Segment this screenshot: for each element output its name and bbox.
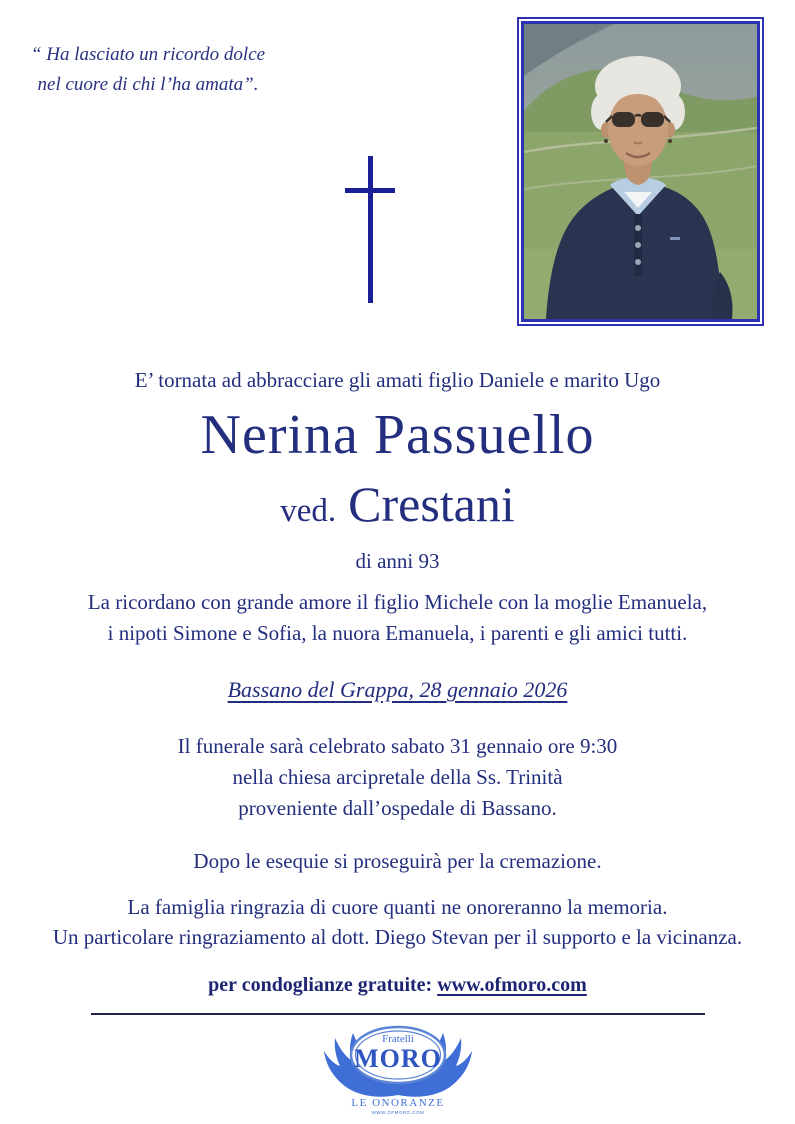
polo-button-2 xyxy=(635,242,641,248)
funeral-line-2: nella chiesa arcipretale della Ss. Trinità xyxy=(232,765,563,789)
condolences-label: per condoglianze gratuite: xyxy=(208,974,438,996)
announcement-body xyxy=(0,368,795,1122)
woman-earring-left xyxy=(604,139,608,143)
polo-button-3 xyxy=(635,259,641,265)
family-paragraph xyxy=(0,587,795,649)
age-line: di anni 93 xyxy=(355,549,440,573)
cross-vertical-bar xyxy=(368,156,373,303)
logo-top-text: Fratelli xyxy=(381,1033,414,1045)
logo-website-text: WWW.OFMORO.COM xyxy=(371,1110,424,1115)
family-line-2: i nipoti Simone e Sofia, la nuora Emanuela, i parenti e gli amici tutti. xyxy=(107,621,688,645)
footer-divider xyxy=(91,1013,705,1015)
intro-line: E’ tornata ad abbracciare gli amati figlio Daniele e marito Ugo xyxy=(134,368,661,392)
cross-horizontal-bar xyxy=(345,188,395,193)
funeral-paragraph xyxy=(0,731,795,824)
logo-subtitle-text: LE ONORANZE xyxy=(350,1097,445,1109)
header xyxy=(0,0,795,352)
funeral-home-logo xyxy=(0,1021,795,1122)
thanks-line-1: La famiglia ringrazia di cuore quanti ne onoreranno la memoria. xyxy=(127,895,668,919)
portrait-photo xyxy=(521,21,760,322)
condolences-line xyxy=(0,974,795,997)
moro-logo-graphic xyxy=(313,1021,483,1117)
widow-prefix: ved. xyxy=(280,493,337,529)
logo-main-text: MORO xyxy=(353,1044,442,1073)
widow-surname: Crestani xyxy=(348,476,515,532)
funeral-line-1: Il funerale sarà celebrato sabato 31 gennaio ore 9:30 xyxy=(177,734,618,758)
cremation-line: Dopo le esequie si proseguirà per la cremazione. xyxy=(193,849,602,873)
place-date-line: Bassano del Grappa, 28 gennaio 2026 xyxy=(227,677,568,702)
quote-line-1: “ Ha lasciato un ricordo dolce xyxy=(30,44,266,65)
portrait-photo-frame xyxy=(517,17,764,326)
family-line-1: La ricordano con grande amore il figlio Michele con la moglie Emanuela, xyxy=(87,590,708,614)
thanks-paragraph xyxy=(0,892,795,952)
quote-line-2: nel cuore di chi l’ha amata”. xyxy=(37,74,259,95)
polo-chest-logo xyxy=(670,237,680,240)
polo-button-1 xyxy=(635,225,641,231)
widow-line xyxy=(0,476,795,532)
woman-earring-right xyxy=(668,139,672,143)
funeral-line-3: proveniente dall’ospedale di Bassano. xyxy=(238,796,557,820)
thanks-line-2: Un particolare ringraziamento al dott. Diego Stevan per il supporto e la vicinanza. xyxy=(52,925,743,949)
deceased-name: Nerina Passuello xyxy=(200,404,595,466)
memorial-quote xyxy=(16,40,280,100)
condolences-link[interactable]: www.ofmoro.com xyxy=(437,974,587,996)
woman-face xyxy=(608,92,668,166)
